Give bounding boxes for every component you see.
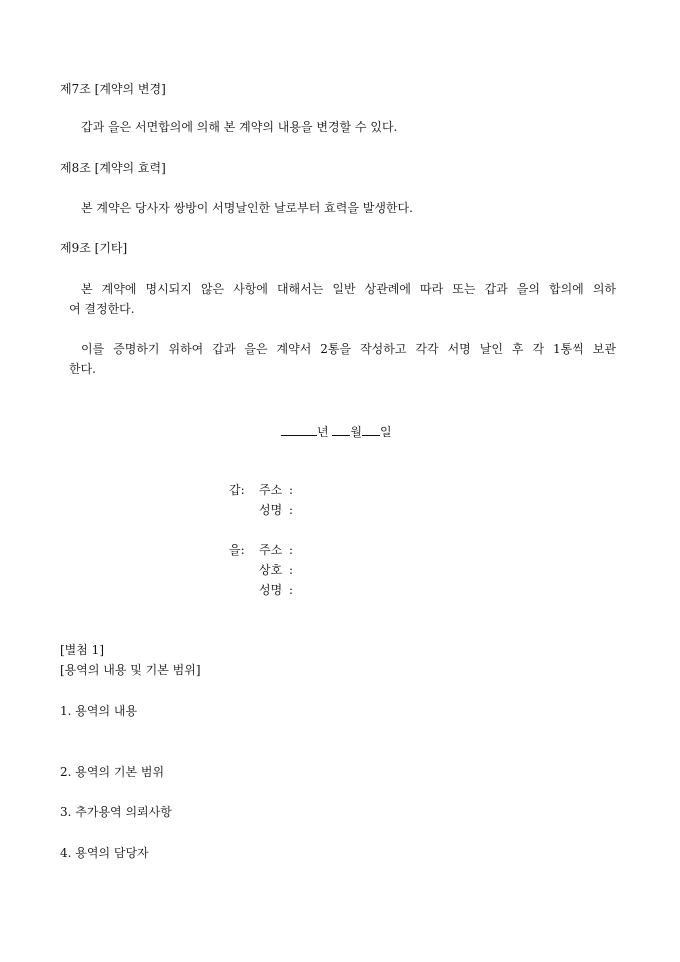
party-a-address-colon: : [289, 483, 294, 497]
day-blank [362, 425, 380, 436]
party-b-address-colon: : [289, 543, 294, 557]
party-b-label: 을: [229, 543, 245, 557]
article-9-paragraph-2-line-1: 이를 증명하기 위하여 갑과 을은 계약서 2통을 작성하고 각각 서명 날인 후 각 1통씩 보관 [81, 342, 616, 356]
article-9-paragraph-2-line-2: 한다. [69, 362, 96, 376]
month-blank [332, 425, 350, 436]
article-9-paragraph-1-line-2: 여 결정한다. [69, 302, 135, 316]
attachment-item-1: 1. 용역의 내용 [60, 704, 138, 718]
article-9-paragraph-1-line-1: 본 계약에 명시되지 않은 사항에 대해서는 일반 상관례에 따라 또는 갑과 을의 합의에 의하 [81, 282, 616, 296]
attachment-title: [별첨 1] [60, 643, 104, 657]
party-b-name-label: 성명 [259, 583, 283, 597]
party-b-name-colon: : [289, 583, 294, 597]
party-a-name-label: 성명 [259, 503, 283, 517]
month-label: 월 [350, 425, 363, 439]
day-label: 일 [380, 425, 392, 439]
party-a-address-label: 주소 [259, 483, 283, 497]
party-a-name-colon: : [289, 503, 294, 517]
article-8-paragraph: 본 계약은 당사자 쌍방이 서명날인한 날로부터 효력을 발생한다. [81, 201, 413, 215]
attachment-item-4: 4. 용역의 담당자 [60, 846, 149, 860]
party-a-label: 갑: [229, 483, 245, 497]
year-label: 년 [317, 425, 329, 439]
attachment-item-3: 3. 추가용역 의뢰사항 [60, 805, 172, 819]
attachment-item-2: 2. 용역의 기본 범위 [60, 765, 165, 779]
article-8-heading: 제8조 [계약의 효력] [60, 161, 166, 175]
article-7-heading: 제7조 [계약의 변경] [60, 82, 166, 96]
article-7-paragraph: 갑과 을은 서면합의에 의해 본 계약의 내용을 변경할 수 있다. [81, 120, 398, 134]
attachment-subtitle: [용역의 내용 및 기본 범위] [60, 663, 201, 677]
date-line [281, 425, 392, 438]
article-9-heading: 제9조 [기타] [60, 241, 128, 255]
party-b-company-colon: : [289, 563, 294, 577]
party-b-address-label: 주소 [259, 543, 283, 557]
party-b-company-label: 상호 [259, 563, 283, 577]
year-blank [281, 425, 317, 436]
